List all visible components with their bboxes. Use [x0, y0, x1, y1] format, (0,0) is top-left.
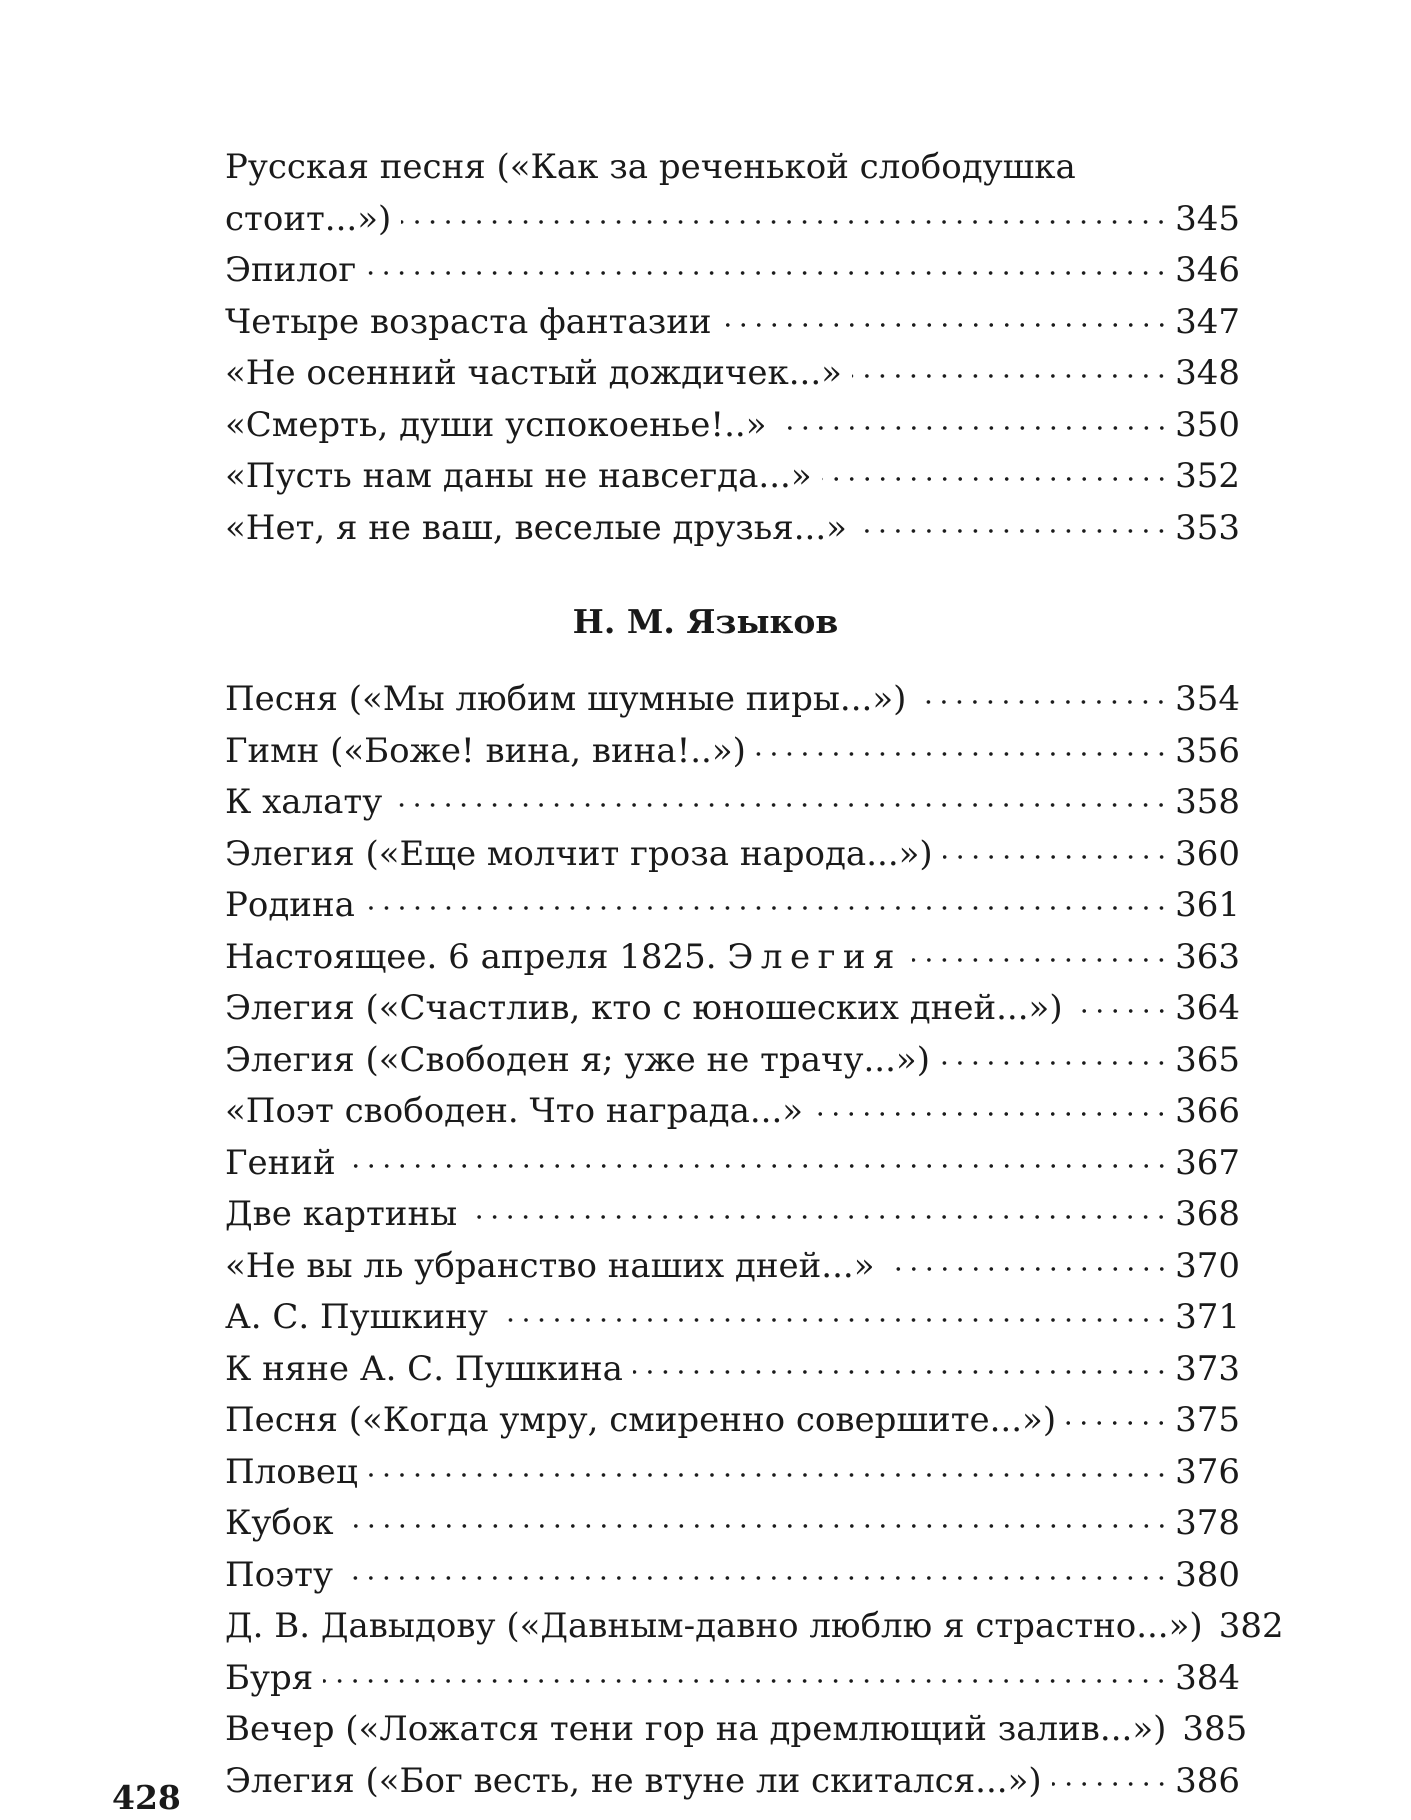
toc-entry-page: 356	[1175, 730, 1240, 771]
dot-leader	[368, 1467, 1169, 1482]
toc-entry-title	[225, 932, 912, 984]
dot-leader	[813, 1107, 1169, 1122]
page-number: 428	[112, 1778, 181, 1817]
toc-entry-page: 368	[1175, 1194, 1240, 1234]
toc-entry-page: 360	[1175, 833, 1240, 874]
dot-leader	[822, 472, 1169, 487]
dot-leader	[343, 1570, 1169, 1585]
toc-entry-title-text: Настоящее. 6 апреля 1825.	[225, 936, 717, 977]
toc-entry-page: 363	[1175, 936, 1240, 977]
toc-entry	[225, 880, 1240, 932]
dot-leader	[344, 1519, 1170, 1534]
dot-leader	[1066, 1416, 1169, 1431]
toc-entry	[225, 1447, 1240, 1499]
toc-entry-title: Элегия («Еще молчит гроза народа...»)	[225, 833, 933, 874]
toc-entry-page: 354	[1175, 679, 1240, 719]
dot-leader	[401, 214, 1169, 229]
toc-entry-page: 350	[1175, 404, 1240, 445]
toc-entry-page: 345	[1175, 198, 1240, 239]
dot-leader	[633, 1364, 1169, 1379]
toc-entry-title: Пловец	[225, 1451, 358, 1492]
toc-entry-title: Элегия («Бог весть, не втуне ли скитался...»)	[225, 1760, 1042, 1801]
toc-entry-page: 371	[1175, 1297, 1240, 1337]
toc-entry-page: 352	[1175, 456, 1240, 496]
toc-entry-genre-spaced: Элегия	[727, 936, 902, 977]
toc-entry	[225, 348, 1240, 400]
toc-entry-page: 382	[1218, 1606, 1284, 1646]
toc-entry-page: 346	[1175, 250, 1240, 290]
toc-entry	[225, 1344, 1240, 1396]
dot-leader	[916, 695, 1169, 710]
toc-entry	[225, 726, 1240, 778]
toc-entry	[225, 777, 1240, 829]
toc-entry-title: «Поэт свободен. Что награда...»	[225, 1091, 804, 1131]
toc-entry	[225, 1704, 1248, 1756]
dot-leader	[498, 1313, 1169, 1328]
toc-entry	[225, 400, 1240, 452]
toc-entry-title: К халату	[225, 782, 383, 822]
toc-entry-title: Песня («Мы любим шумные пиры...»)	[225, 679, 907, 719]
dot-leader	[852, 369, 1169, 384]
dot-leader	[467, 1210, 1169, 1225]
toc-entry-title: Четыре возраста фантазии	[225, 301, 712, 342]
toc-entry-page: 365	[1175, 1039, 1240, 1080]
dot-leader	[777, 420, 1170, 435]
toc-entry	[225, 451, 1240, 503]
dot-leader	[722, 317, 1170, 332]
toc-entry-page: 367	[1175, 1142, 1240, 1183]
section-heading: Н. М. Языков	[572, 602, 839, 641]
toc-entry-page: 376	[1175, 1451, 1240, 1492]
toc-top-section	[225, 142, 1240, 554]
toc-entry	[225, 503, 1240, 555]
toc-entry-title: «Не вы ль убранство наших дней...»	[225, 1245, 875, 1286]
toc-entry-title: Песня («Когда умру, смиренно совершите...»)	[225, 1400, 1057, 1440]
dot-leader	[940, 1055, 1169, 1070]
toc-entry-page: 375	[1175, 1400, 1240, 1440]
toc-entry-title: «Нет, я не ваш, веселые друзья...»	[225, 507, 847, 548]
toc-section-entries	[225, 674, 1284, 1807]
toc-entry-title: Гений	[225, 1142, 336, 1183]
toc-entry-title-line: Русская песня («Как за реченькой слободушка	[225, 147, 1076, 187]
toc-entry-title: Д. В. Давыдову («Давным-давно люблю я страстно...»)	[225, 1606, 1203, 1646]
toc-entry	[225, 1189, 1240, 1241]
toc-entry	[225, 932, 1240, 984]
toc-entry-title: К няне А. С. Пушкина	[225, 1348, 623, 1389]
toc-entry	[225, 1292, 1240, 1344]
dot-leader	[943, 849, 1169, 864]
dot-leader	[346, 1158, 1169, 1173]
dot-leader	[323, 1673, 1169, 1688]
toc-entry-title: Гимн («Боже! вина, вина!..»)	[225, 730, 746, 771]
toc-entry	[225, 983, 1240, 1035]
toc-entry-page: 348	[1175, 353, 1240, 393]
toc-entry-page: 353	[1175, 507, 1240, 548]
toc-entry-title: Эпилог	[225, 250, 357, 290]
toc-entry	[225, 1756, 1240, 1808]
toc-entry-page: 384	[1175, 1657, 1240, 1698]
toc-entry-title: Две картины	[225, 1194, 458, 1234]
toc-entry-page: 361	[1175, 885, 1240, 925]
toc-entry-page: 358	[1175, 782, 1240, 822]
toc-entry	[225, 142, 1240, 245]
dot-leader	[756, 746, 1169, 761]
toc-entry-title: Вечер («Ложатся тени гор на дремлющий залив...»)	[225, 1709, 1167, 1749]
toc-entry	[225, 1498, 1240, 1550]
dot-leader	[365, 901, 1169, 916]
toc-entry-title: Кубок	[225, 1503, 334, 1543]
toc-entry-title: Поэту	[225, 1554, 333, 1595]
dot-leader	[912, 952, 1169, 967]
toc-entry-title: «Смерть, души успокоенье!..»	[225, 404, 767, 445]
toc-entry	[225, 1601, 1284, 1653]
toc-entry	[225, 1086, 1240, 1138]
toc-entry	[225, 1550, 1240, 1602]
toc-entry	[225, 297, 1240, 349]
dot-leader	[366, 266, 1169, 281]
dot-leader	[885, 1261, 1170, 1276]
toc-entry	[225, 1035, 1240, 1087]
dot-leader	[1073, 1004, 1169, 1019]
toc-entry-title: Буря	[225, 1657, 314, 1698]
toc-entry-page: 347	[1175, 301, 1240, 342]
dot-leader	[392, 798, 1169, 813]
toc-entry-title: Родина	[225, 885, 355, 925]
toc-entry	[225, 1138, 1240, 1190]
toc-entry-title: стоит...»)	[225, 198, 392, 239]
toc-entry	[225, 1241, 1240, 1293]
toc-entry-title: «Не осенний частый дождичек...»	[225, 353, 842, 393]
toc-entry	[225, 245, 1240, 297]
toc-entry	[225, 1653, 1240, 1705]
toc-entry-page: 370	[1175, 1245, 1240, 1286]
toc-entry-page: 373	[1175, 1348, 1240, 1389]
toc-entry-page: 385	[1182, 1709, 1248, 1749]
toc-entry-title: Элегия («Счастлив, кто с юношеских дней...»)	[225, 988, 1063, 1028]
dot-leader	[1052, 1776, 1169, 1791]
toc-entry	[225, 829, 1240, 881]
toc-entry-page: 386	[1175, 1760, 1240, 1801]
toc-entry-title: «Пусть нам даны не навсегда...»	[225, 456, 812, 496]
toc-entry-title: А. С. Пушкину	[225, 1297, 488, 1337]
toc-entry-page: 378	[1175, 1503, 1240, 1543]
toc-entry-page: 366	[1175, 1091, 1240, 1131]
toc-entry-page: 364	[1175, 988, 1240, 1028]
toc-entry	[225, 1395, 1240, 1447]
toc-entry-page: 380	[1175, 1554, 1240, 1595]
dot-leader	[857, 523, 1169, 538]
toc-entry	[225, 674, 1240, 726]
toc-entry-title: Элегия («Свободен я; уже не трачу...»)	[225, 1039, 930, 1080]
